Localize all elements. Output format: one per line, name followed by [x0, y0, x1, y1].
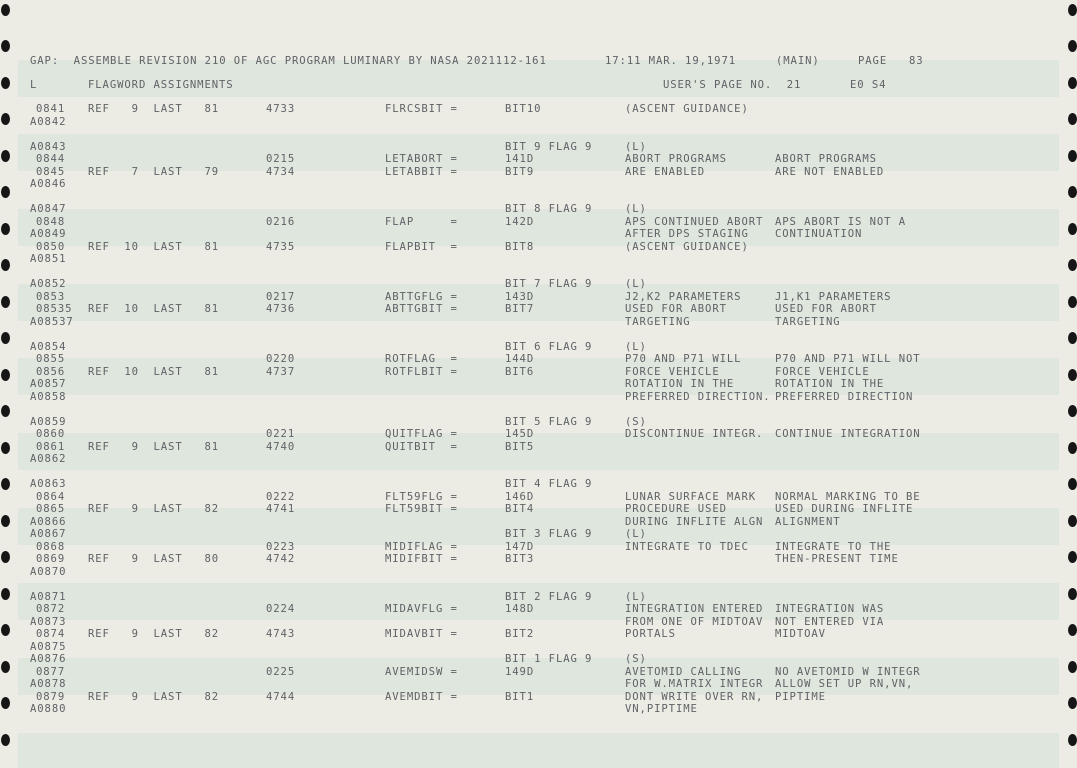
comment-set: DONT WRITE OVER RN, [625, 690, 764, 703]
address: 4740 [266, 440, 296, 453]
comment-reset: ABORT PROGRAMS [775, 153, 877, 165]
comment-set: APS CONTINUED ABORT [625, 215, 764, 228]
comment-reset: FORCE VEHICLE [775, 365, 870, 378]
symbol-value: BIT 6 FLAG 9 [505, 340, 593, 353]
symbol-name: ABTTGBIT = [385, 303, 458, 315]
line-number: A0880 [30, 703, 67, 715]
symbol-name: FLT59BIT = [385, 503, 458, 515]
symbol-value: BIT5 [505, 440, 535, 453]
comment-reset: THEN-PRESENT TIME [775, 553, 899, 565]
line-number: 0861 [36, 440, 66, 453]
tractor-hole [1068, 186, 1077, 198]
line-number: 0869 [36, 553, 66, 565]
line-number: 0845 [36, 165, 66, 178]
tractor-hole [1, 186, 10, 198]
tractor-hole [1068, 40, 1077, 52]
comment-reset: ALLOW SET UP RN,VN, [775, 678, 914, 690]
ref-info: REF 9 LAST 81 [88, 103, 220, 115]
symbol-name: MIDAVFLG = [385, 603, 458, 615]
tractor-hole [1, 624, 10, 636]
comment-set: (ASCENT GUIDANCE) [625, 103, 749, 115]
comment-set: ABORT PROGRAMS [625, 153, 727, 165]
comment-set: FOR W.MATRIX INTEGR [625, 678, 764, 690]
address: 0222 [266, 490, 296, 503]
comment-set: PORTALS [625, 628, 676, 640]
address: 4735 [266, 240, 296, 253]
symbol-name: AVEMIDSW = [385, 665, 458, 678]
comment-reset: TARGETING [775, 315, 841, 328]
line-number: 0848 [36, 215, 66, 228]
tractor-hole [1068, 478, 1077, 490]
comment-reset: PREFERRED DIRECTION [775, 390, 914, 403]
address: 0221 [266, 428, 296, 440]
line-number: 0865 [36, 503, 66, 515]
comment-reset: USED FOR ABORT [775, 303, 877, 315]
ref-info: REF 9 LAST 80 [88, 553, 220, 565]
symbol-value: 142D [505, 215, 535, 228]
tractor-hole [1, 405, 10, 417]
address: 4737 [266, 365, 296, 378]
tractor-hole [1068, 332, 1077, 344]
line-number: A0863 [30, 478, 67, 490]
tractor-hole [1068, 369, 1077, 381]
line-number: A0854 [30, 340, 67, 353]
line-number: A0871 [30, 590, 67, 603]
symbol-value: BIT8 [505, 240, 535, 253]
symbol-name: QUITBIT = [385, 440, 458, 453]
comment-reset: PIPTIME [775, 690, 826, 703]
section-flag: L [30, 79, 38, 91]
tractor-hole [1068, 515, 1077, 527]
symbol-name: FLAP = [385, 215, 458, 228]
symbol-name: FLRCSBIT = [385, 103, 458, 115]
tractor-hole [1, 515, 10, 527]
comment-reset: J1,K1 PARAMETERS [775, 290, 892, 303]
address: 4743 [266, 628, 296, 640]
line-number: 0853 [36, 290, 66, 303]
tractor-hole [1, 223, 10, 235]
line-number: A0862 [30, 453, 67, 465]
ref-info: REF 10 LAST 81 [88, 365, 220, 378]
address: 4742 [266, 553, 296, 565]
line-number: A0867 [30, 528, 67, 540]
ref-info: REF 10 LAST 81 [88, 303, 220, 315]
comment-set: (S) [625, 653, 647, 665]
comment-set: (L) [625, 590, 647, 603]
tractor-hole [1068, 150, 1077, 162]
symbol-name: LETABORT = [385, 153, 458, 165]
tractor-hole [1, 296, 10, 308]
comment-reset: MIDTOAV [775, 628, 826, 640]
comment-set: PREFERRED DIRECTION. [625, 390, 771, 403]
tractor-hole [1, 734, 10, 746]
comment-set: (L) [625, 528, 647, 540]
tractor-hole [1, 113, 10, 125]
line-number: 0879 [36, 690, 66, 703]
tractor-hole [1, 442, 10, 454]
tractor-hole [1, 4, 10, 16]
tractor-hole [1068, 588, 1077, 600]
address: 0223 [266, 540, 296, 553]
ref-info: REF 9 LAST 82 [88, 690, 220, 703]
symbol-value: 141D [505, 153, 535, 165]
symbol-value: 146D [505, 490, 535, 503]
line-number: A0870 [30, 565, 67, 578]
line-number: A0878 [30, 678, 67, 690]
line-number: A0875 [30, 640, 67, 653]
tractor-hole [1, 369, 10, 381]
comment-set: INTEGRATION ENTERED [625, 603, 764, 615]
address: 0216 [266, 215, 296, 228]
address: 0225 [266, 665, 296, 678]
address: 4736 [266, 303, 296, 315]
tractor-hole [1068, 405, 1077, 417]
tractor-hole [1, 697, 10, 709]
tractor-hole [1, 588, 10, 600]
tractor-hole [1, 77, 10, 89]
symbol-value: BIT2 [505, 628, 535, 640]
line-number: A0873 [30, 615, 67, 628]
line-number: A0849 [30, 228, 67, 240]
comment-reset: ALIGNMENT [775, 515, 841, 528]
line-number: A0866 [30, 515, 67, 528]
tractor-hole [1068, 4, 1077, 16]
comment-set: INTEGRATE TO TDEC [625, 540, 749, 553]
tractor-hole [1068, 734, 1077, 746]
line-number: A0843 [30, 140, 67, 153]
line-number: 0860 [36, 428, 66, 440]
comment-reset: INTEGRATION WAS [775, 603, 885, 615]
line-number: A0858 [30, 390, 67, 403]
ref-info: REF 10 LAST 81 [88, 240, 220, 253]
symbol-name: ABTTGFLG = [385, 290, 458, 303]
symbol-value: BIT 3 FLAG 9 [505, 528, 593, 540]
symbol-name: ROTFLAG = [385, 353, 458, 365]
address: 4733 [266, 103, 296, 115]
header-page-number: PAGE 83 [858, 55, 924, 67]
tractor-hole [1068, 77, 1077, 89]
tractor-hole [1, 661, 10, 673]
symbol-value: 144D [505, 353, 535, 365]
comment-set: (S) [625, 415, 647, 428]
comment-reset: P70 AND P71 WILL NOT [775, 353, 921, 365]
comment-set: (L) [625, 278, 647, 290]
line-number: 0856 [36, 365, 66, 378]
comment-reset: NO AVETOMID W INTEGR [775, 665, 921, 678]
symbol-value: 145D [505, 428, 535, 440]
symbol-name: MIDIFLAG = [385, 540, 458, 553]
symbol-value: BIT1 [505, 690, 535, 703]
comment-set: (L) [625, 203, 647, 215]
tractor-hole [1, 332, 10, 344]
comment-set: AFTER DPS STAGING [625, 228, 749, 240]
symbol-name: MIDAVBIT = [385, 628, 458, 640]
symbol-value: BIT 5 FLAG 9 [505, 415, 593, 428]
symbol-name: AVEMDBIT = [385, 690, 458, 703]
symbol-name: FLAPBIT = [385, 240, 458, 253]
comment-reset: NORMAL MARKING TO BE [775, 490, 921, 503]
line-number: A0846 [30, 178, 67, 190]
symbol-value: BIT4 [505, 503, 535, 515]
address: 0215 [266, 153, 296, 165]
symbol-value: BIT 4 FLAG 9 [505, 478, 593, 490]
line-number: A0876 [30, 653, 67, 665]
address: 4741 [266, 503, 296, 515]
line-number: 0844 [36, 153, 66, 165]
line-number: A0857 [30, 378, 67, 390]
address: 4734 [266, 165, 296, 178]
header-program-title: GAP: ASSEMBLE REVISION 210 OF AGC PROGRAM LUMINARY BY NASA 2021112-161 [30, 55, 547, 67]
symbol-value: 149D [505, 665, 535, 678]
tractor-hole [1068, 661, 1077, 673]
tractor-hole [1068, 551, 1077, 563]
symbol-name: MIDIFBIT = [385, 553, 458, 565]
line-number: A08537 [30, 315, 74, 328]
comment-reset: ROTATION IN THE [775, 378, 885, 390]
tractor-hole [1068, 113, 1077, 125]
tractor-hole [1068, 697, 1077, 709]
comment-set: AVETOMID CALLING [625, 665, 742, 678]
address: 0220 [266, 353, 296, 365]
ref-info: REF 9 LAST 82 [88, 628, 220, 640]
tractor-hole [1068, 624, 1077, 636]
tractor-hole [1068, 442, 1077, 454]
line-number: A0851 [30, 253, 67, 265]
symbol-value: 148D [505, 603, 535, 615]
ref-info: REF 7 LAST 79 [88, 165, 220, 178]
address: 0217 [266, 290, 296, 303]
tractor-hole [1068, 296, 1077, 308]
symbol-value: 147D [505, 540, 535, 553]
comment-reset: CONTINUATION [775, 228, 863, 240]
tractor-hole [1068, 223, 1077, 235]
tractor-hole [1068, 259, 1077, 271]
comment-set: P70 AND P71 WILL [625, 353, 742, 365]
comment-set: DISCONTINUE INTEGR. [625, 428, 764, 440]
line-number: A0842 [30, 115, 67, 128]
comment-set: ARE ENABLED [625, 165, 706, 178]
symbol-name: FLT59FLG = [385, 490, 458, 503]
comment-set: (ASCENT GUIDANCE) [625, 240, 749, 253]
line-number: A0852 [30, 278, 67, 290]
symbol-value: BIT 2 FLAG 9 [505, 590, 593, 603]
symbol-value: 143D [505, 290, 535, 303]
paper-band [18, 733, 1059, 768]
comment-set: FROM ONE OF MIDTOAV [625, 615, 764, 628]
header-mode: (MAIN) [776, 55, 820, 67]
comment-set: J2,K2 PARAMETERS [625, 290, 742, 303]
comment-reset: ARE NOT ENABLED [775, 165, 885, 178]
symbol-value: BIT3 [505, 553, 535, 565]
line-number: 08535 [36, 303, 73, 315]
comment-reset: NOT ENTERED VIA [775, 615, 885, 628]
comment-set: LUNAR SURFACE MARK [625, 490, 757, 503]
symbol-value: BIT 7 FLAG 9 [505, 278, 593, 290]
ref-info: REF 9 LAST 82 [88, 503, 220, 515]
symbol-value: BIT 9 FLAG 9 [505, 140, 593, 153]
symbol-name: ROTFLBIT = [385, 365, 458, 378]
comment-set: ROTATION IN THE [625, 378, 735, 390]
symbol-value: BIT 1 FLAG 9 [505, 653, 593, 665]
section-code: E0 S4 [850, 79, 887, 91]
tractor-hole [1, 478, 10, 490]
tractor-hole [1, 259, 10, 271]
section-title: FLAGWORD ASSIGNMENTS [88, 79, 234, 91]
line-number: 0864 [36, 490, 66, 503]
address: 4744 [266, 690, 296, 703]
header-timestamp: 17:11 MAR. 19,1971 [605, 55, 737, 67]
comment-set: VN,PIPTIME [625, 703, 698, 715]
comment-set: PROCEDURE USED [625, 503, 727, 515]
ref-info: REF 9 LAST 81 [88, 440, 220, 453]
symbol-value: BIT 8 FLAG 9 [505, 203, 593, 215]
line-number: A0859 [30, 415, 67, 428]
symbol-value: BIT7 [505, 303, 535, 315]
symbol-name: QUITFLAG = [385, 428, 458, 440]
user-page-number: USER'S PAGE NO. 21 [663, 79, 802, 91]
symbol-name: LETABBIT = [385, 165, 458, 178]
address: 0224 [266, 603, 296, 615]
line-number: A0847 [30, 203, 67, 215]
line-number: 0877 [36, 665, 66, 678]
tractor-hole [1, 551, 10, 563]
comment-set: USED FOR ABORT [625, 303, 727, 315]
comment-reset: APS ABORT IS NOT A [775, 215, 907, 228]
symbol-value: BIT10 [505, 103, 542, 115]
symbol-value: BIT6 [505, 365, 535, 378]
line-number: 0850 [36, 240, 66, 253]
comment-set: (L) [625, 340, 647, 353]
tractor-hole [1, 40, 10, 52]
comment-set: (L) [625, 140, 647, 153]
comment-reset: INTEGRATE TO THE [775, 540, 892, 553]
comment-reset: USED DURING INFLITE [775, 503, 914, 515]
line-number: 0841 [36, 103, 66, 115]
line-number: 0868 [36, 540, 66, 553]
line-number: 0874 [36, 628, 66, 640]
symbol-value: BIT9 [505, 165, 535, 178]
tractor-hole [1, 150, 10, 162]
comment-set: DURING INFLITE ALGN [625, 515, 764, 528]
comment-set: FORCE VEHICLE [625, 365, 720, 378]
comment-reset: CONTINUE INTEGRATION [775, 428, 921, 440]
line-number: 0872 [36, 603, 66, 615]
line-number: 0855 [36, 353, 66, 365]
comment-set: TARGETING [625, 315, 691, 328]
